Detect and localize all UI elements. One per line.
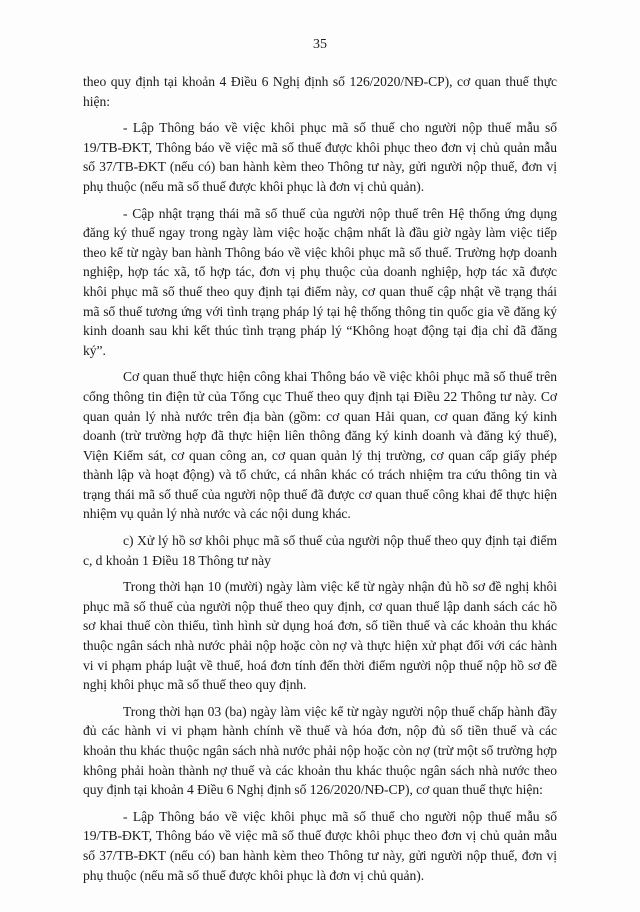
paragraph: Trong thời hạn 10 (mười) ngày làm việc kể từ ngày nhận đủ hồ sơ đề nghị khôi phục mã số thuế của người nộp thuế theo quy định, cơ quan thuế lập danh sách các hồ sơ khai thuế còn thiếu, tình hình sử dụng hoá đơn, số tiền thuế và các khoản thu khác thuộc ngân sách nhà nước phải nộp hoặc còn nợ và thực hiện xử phạt đối với các hành vi vi phạm pháp luật về thuế, hoá đơn tính đến thời điểm người nộp thuế nộp hồ sơ đề nghị khôi phục mã số thuế theo quy định. [83,579,557,693]
paragraph: Trong thời hạn 03 (ba) ngày làm việc kể từ ngày người nộp thuế chấp hành đầy đủ các hành vi vi phạm hành chính về thuế và hóa đơn, nộp đủ số tiền thuế và các khoản thu khác thuộc ngân sách nhà nước phải nộp hoặc còn nợ (trừ một số trường hợp không phải hoàn thành nợ thuế và các khoản thu khác thuộc ngân sách nhà nước theo quy định tại khoản 4 Điều 6 Nghị định số 126/2020/NĐ-CP), cơ quan thuế thực hiện: [83,703,557,798]
page-number: 35 [313,37,327,52]
document-body [83,72,557,892]
paragraph: c) Xử lý hồ sơ khôi phục mã số thuế của người nộp thuế theo quy định tại điểm c, d khoản 1 Điều 18 Thông tư này [83,533,557,568]
paragraph: - Cập nhật trạng thái mã số thuế của người nộp thuế trên Hệ thống ứng dụng đăng ký thuế ngay trong ngày làm việc hoặc chậm nhất là đầu giờ ngày làm việc tiếp theo kể từ ngày ban hành Thông báo về việc khôi phục mã số thuế. Trường hợp doanh nghiệp, hợp tác xã, tổ hợp tác, đơn vị phụ thuộc của doanh nghiệp, hợp tác xã được khôi phục mã số thuế theo quy định tại điểm này, cơ quan thuế cập nhật về trạng thái mã số thuế tương ứng với tình trạng pháp lý tại hệ thống thông tin quốc gia về đăng ký kinh doanh sau khi kết thúc tình trạng pháp lý “Không hoạt động tại địa chỉ đã đăng ký”. [83,205,557,358]
paragraph: - Lập Thông báo về việc khôi phục mã số thuế cho người nộp thuế mẫu số 19/TB-ĐKT, Thông báo về việc mã số thuế được khôi phục theo đơn vị chủ quản mẫu số 37/TB-ĐKT (nếu có) ban hành kèm theo Thông tư này, gửi người nộp thuế, đơn vị phụ thuộc (nếu mã số thuế được khôi phục là đơn vị chủ quản). [83,120,557,194]
paragraph: Cơ quan thuế thực hiện công khai Thông báo về việc khôi phục mã số thuế trên cổng thông tin điện tử của Tổng cục Thuế theo quy định tại Điều 22 Thông tư này. Cơ quan quản lý nhà nước trên địa bàn (gồm: cơ quan Hải quan, cơ quan đăng ký kinh doanh (trừ trường hợp đã thực hiện liên thông đăng ký kinh doanh và đăng ký thuế), Viện Kiểm sát, cơ quan công an, cơ quan quản lý thị trường, cơ quan cấp giấy phép thành lập và hoạt động) và tổ chức, cá nhân khác có trách nhiệm tra cứu thông tin và trạng thái mã số thuế của người nộp thuế đã được cơ quan thuế công khai để thực hiện nhiệm vụ quản lý nhà nước và các nội dung khác. [83,369,557,522]
paragraph: theo quy định tại khoản 4 Điều 6 Nghị định số 126/2020/NĐ-CP), cơ quan thuế thực hiện: [83,74,557,109]
paragraph: - Lập Thông báo về việc khôi phục mã số thuế cho người nộp thuế mẫu số 19/TB-ĐKT, Thông báo về việc mã số thuế được khôi phục theo đơn vị chủ quản mẫu số 37/TB-ĐKT (nếu có) ban hành kèm theo Thông tư này, gửi người nộp thuế, đơn vị phụ thuộc (nếu mã số thuế được khôi phục là đơn vị chủ quản). [83,808,557,883]
